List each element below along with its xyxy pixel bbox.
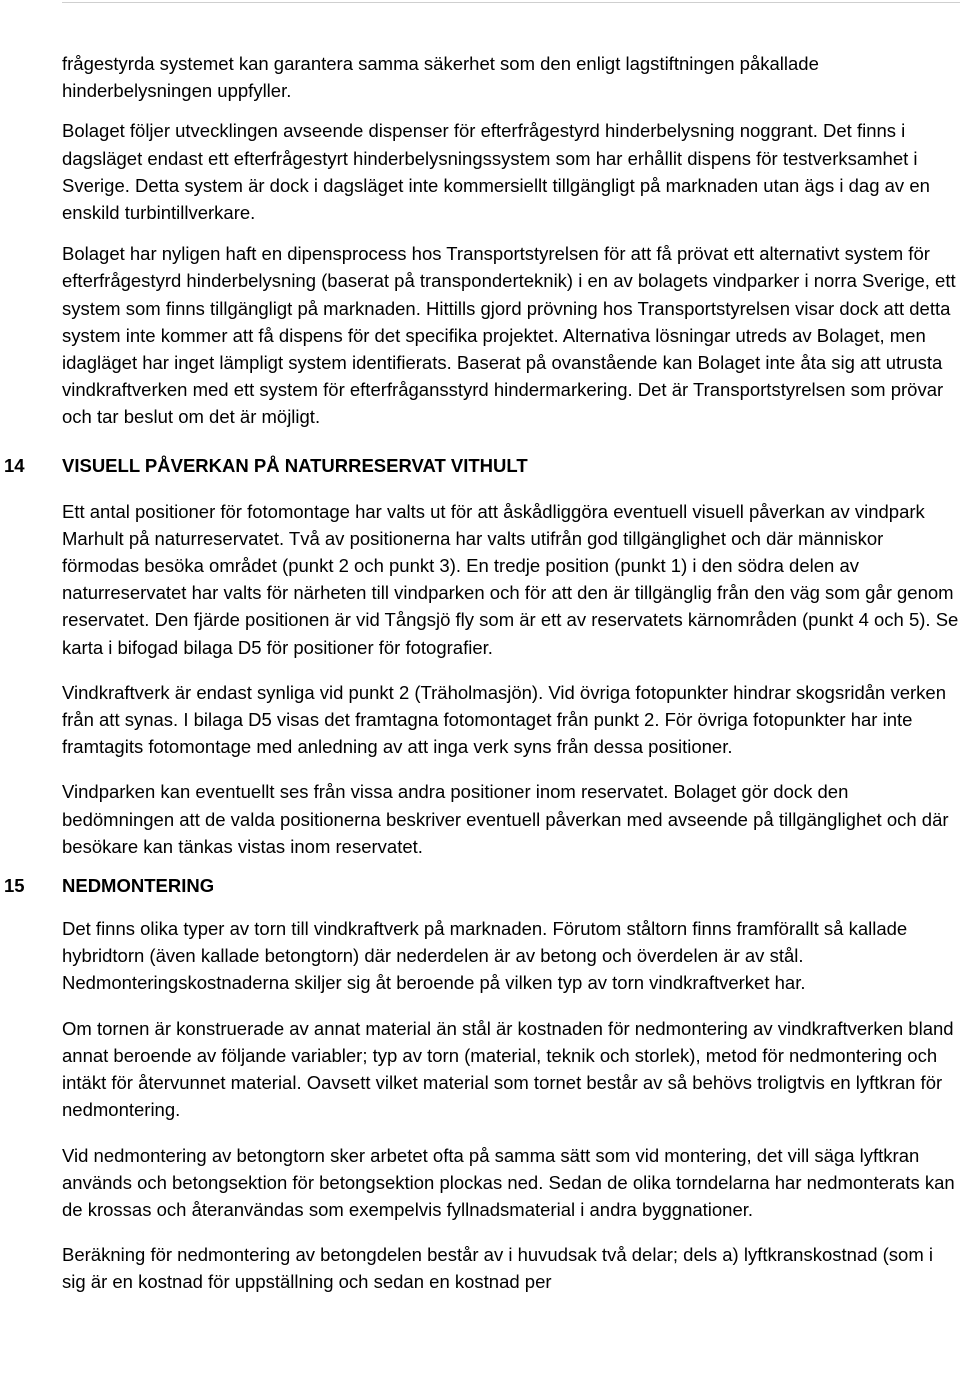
- paragraph: Beräkning för nedmontering av betongdelen består av i huvudsak två delar; dels a) lyftkranskostnad (som i sig är en kostnad för uppställning och sedan en kostnad per: [62, 1244, 934, 1293]
- paragraph: Bolaget har nyligen haft en dipensprocess hos Transportstyrelsen för att få prövat ett alternativt system för efterfrågestyrd hinderbelysning (baserat på transponderteknik) i en av bolagets vindparker i norra Sverige, ett system som finns tillgängligt på marknaden. Hittills gjord prövning hos Transportstyrelsen visar dock att detta system inte kommer att få dispens för det specifika projektet. Alternativa lösningar utreds av Bolaget, men idagläget har inget lämpligt system identifierats. Baserat på ovanstående kan Bolaget inte åta sig att utrusta vindkraftverken med ett system för efterfrågansstyrd hindermarkering. Det är Transportstyrelsen som prövar och tar beslut om det är möjligt.: [62, 243, 956, 428]
- paragraph: Bolaget följer utvecklingen avseende dispenser för efterfrågestyrd hinderbelysning noggrant. Det finns i dagsläget endast ett efterfrågestyrt hinderbelysningssystem som har erhållit dispens för testverksamhet i Sverige. Detta system är dock i dagsläget inte kommersiellt tillgängligt på marknaden utan ägs i dag av en enskild turbintillverkare.: [62, 120, 930, 224]
- paragraph: Vid nedmontering av betongtorn sker arbetet ofta på samma sätt som vid montering, det vill säga lyftkran används och betongsektion för betongsektion plockas ned. Sedan de olika torndelarna har nedmonterats kan de krossas och återanvändas som exempelvis fyllnadsmaterial i andra byggnationer.: [62, 1144, 955, 1220]
- section-number: 15: [4, 875, 25, 897]
- section-title: NEDMONTERING: [62, 875, 215, 897]
- paragraph: Vindparken kan eventuellt ses från vissa andra positioner inom reservatet. Bolaget gör dock den bedömningen att de valda positionerna beskriver eventuell påverkan med avseende på tillgänglighet och där besökare kan tänkas vistas inom reservatet.: [62, 781, 949, 857]
- paragraph: frågestyrda systemet kan garantera samma säkerhet som den enligt lagstiftningen påkallade hinderbelysningen uppfyller.: [62, 53, 819, 102]
- top-rule: [62, 2, 960, 3]
- section-heading-15: [4, 872, 960, 899]
- paragraph: Ett antal positioner för fotomontage har valts ut för att åskådliggöra eventuell visuell påverkan av vindpark Marhult på naturreservatet. Två av positionerna har valts utifrån god tillgänglighet och där människor förmodas besöka området (punkt 2 och punkt 3). En tredje position (punkt 1) i den södra delen av naturreservatet har valts för närheten till vindparken och för att den är tillgänglig från den väg som går genom reservatet. Den fjärde positionen är vid Tångsjö fly som är ett av reservatets kärnområden (punkt 4 och 5). Se karta i bifogad bilaga D5 för positioner för fotografier.: [62, 500, 959, 658]
- section-number: 14: [4, 454, 25, 476]
- paragraph: Vindkraftverk är endast synliga vid punkt 2 (Träholmasjön). Vid övriga fotopunkter hindrar skogsridån verken från att synas. I bilaga D5 visas det framtagna fotomontaget från punkt 2. För övriga fotopunkter har inte framtagits fotomontage med anledning av att inga verk syns från dessa positioner.: [62, 681, 946, 758]
- section-title: VISUELL PÅVERKAN PÅ NATURRESERVAT VITHULT: [62, 454, 528, 476]
- paragraph: Om tornen är konstruerade av annat material än stål är kostnaden för nedmontering av vindkraftverken bland annat beroende av följande variabler; typ av torn (material, teknik och storlek), metod för nedmontering och intäkt för återvunnet material. Oavsett vilket material som tornet består av så behövs troligtvis en lyftkran för nedmontering.: [62, 1017, 954, 1121]
- section-heading-14: [4, 452, 960, 479]
- paragraph: Det finns olika typer av torn till vindkraftverk på marknaden. Förutom ståltorn finns framförallt så kallade hybridtorn (även kallade betongtorn) där nederdelen är av betong och överdelen är av stål. Nedmonteringskostnaderna skiljer sig åt beroende på vilken typ av torn vindkraftverket har.: [62, 918, 908, 994]
- document-body: [4, 50, 960, 1296]
